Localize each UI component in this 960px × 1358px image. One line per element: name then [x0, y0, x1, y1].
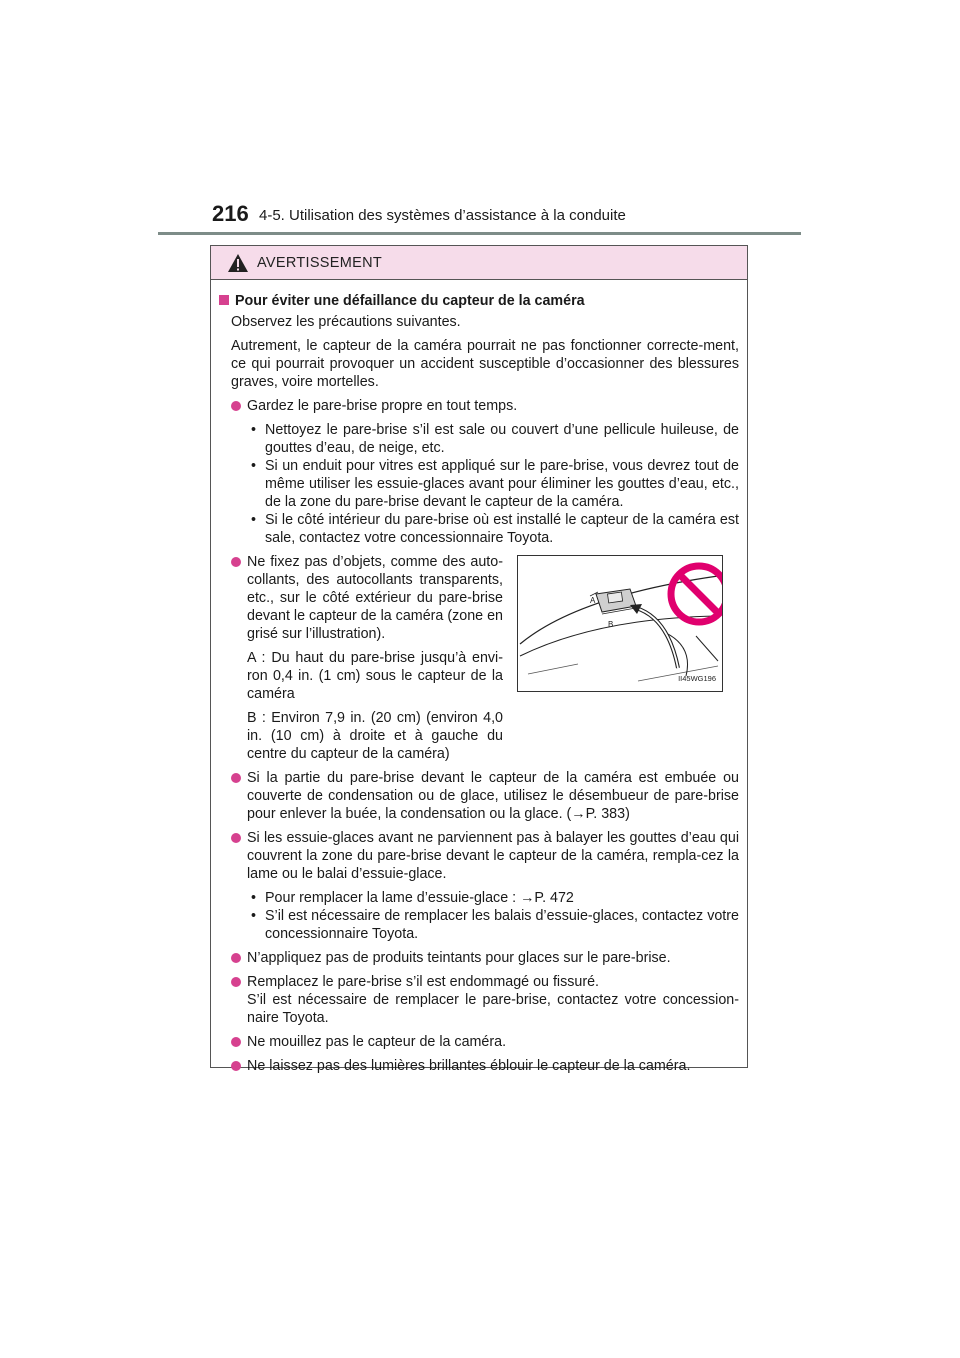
bullet-text: Remplacez le pare-brise s’il est endommagé ou fissuré.	[247, 974, 600, 990]
sub-item: • Si le côté intérieur du pare-brise où est installé le capteur de la caméra est sale, contactez votre concessionnaire Toyota.	[251, 512, 739, 546]
warning-heading	[219, 292, 739, 310]
sub-item: • Si un enduit pour vitres est appliqué sur le pare-brise, vous devrez tout de même utiliser les essuie-glaces avant pour éliminer les gouttes d’eau, etc., de la zone du pare-brise devant le capteur de la caméra.	[251, 458, 739, 510]
list-item	[231, 973, 739, 1027]
page-header	[0, 0, 960, 240]
list-item	[231, 1057, 739, 1075]
sub-item: • Nettoyez le pare-brise s’il est sale ou couvert d’une pellicule huileuse, de gouttes d’eau, de neige, etc.	[251, 422, 739, 456]
figure-row	[231, 553, 739, 763]
list-item	[231, 1033, 739, 1051]
bullet-dot-icon	[231, 1037, 241, 1047]
bullet-text: Ne fixez pas d’objets, comme des auto-collants, des autocollants transparents, etc., sur le côté extérieur du pare-brise devant le capteur de la caméra (zone en grisé sur l’illustration).	[247, 554, 503, 642]
list-item	[231, 829, 739, 943]
warning-label: AVERTISSEMENT	[257, 254, 383, 271]
figure-label-a: A	[590, 596, 596, 605]
bullet-text: Ne mouillez pas le capteur de la caméra.	[247, 1034, 507, 1050]
bullet-text-continued: S’il est nécessaire de remplacer le pare-brise, contactez votre concession-naire Toyota.	[247, 992, 739, 1026]
warning-body	[211, 280, 747, 1075]
list-item	[231, 769, 739, 823]
sub-item: • S’il est nécessaire de remplacer les balais d’essuie-glaces, contactez votre concessionnaire Toyota.	[251, 908, 739, 942]
sub-list	[251, 889, 739, 943]
sub-list	[251, 421, 739, 547]
bullet-text: N’appliquez pas de produits teintants pour glaces sur le pare-brise.	[247, 950, 671, 966]
bullet-dot-icon	[231, 833, 241, 843]
bullet-text: Si la partie du pare-brise devant le capteur de la caméra est embuée ou couverte de condensation ou de glace, utilisez le désembueur de pare-brise pour enlever la buée, la condensation ou la glace. (→P. 383)	[247, 770, 739, 822]
bullet-dot-icon	[231, 557, 241, 567]
sub-item: • Pour remplacer la lame d’essuie-glace : →P. 472	[251, 890, 574, 906]
bullet-text: Ne laissez pas des lumières brillantes éblouir le capteur de la caméra.	[247, 1058, 691, 1074]
warning-heading-text: Pour éviter une défaillance du capteur de la caméra	[235, 293, 585, 309]
note-a: A : Du haut du pare-brise jusqu’à envi-ron 0,4 in. (1 cm) sous le capteur de la caméra	[247, 650, 503, 702]
bullet-dot-icon	[231, 401, 241, 411]
page-number: 216	[212, 201, 249, 226]
warning-header	[211, 246, 747, 280]
list-item	[231, 397, 739, 547]
square-bullet-icon	[219, 295, 229, 305]
windshield-illustration	[517, 555, 723, 692]
bullet-text: Si les essuie-glaces avant ne parviennent pas à balayer les gouttes d’eau qui couvrent la zone du pare-brise devant le capteur de la caméra, rempla-cez la lame ou le balai d’essuie-glace.	[247, 830, 739, 882]
header-rule	[158, 232, 801, 235]
bullet-dot-icon	[231, 1061, 241, 1071]
consequence-text: Autrement, le capteur de la caméra pourrait ne pas fonctionner correcte-ment, ce qui pourrait provoquer un accident susceptible d’occasionner des blessures graves, voire mortelles.	[231, 338, 739, 390]
intro-text: Observez les précautions suivantes.	[231, 314, 461, 330]
figure-code: II45WG196	[678, 674, 716, 683]
warning-triangle-icon	[227, 253, 249, 273]
list-item	[231, 553, 503, 643]
bullet-dot-icon	[231, 977, 241, 987]
bullet-dot-icon	[231, 953, 241, 963]
bullet-dot-icon	[231, 773, 241, 783]
warning-box	[210, 245, 748, 1074]
bullet-text: Gardez le pare-brise propre en tout temps.	[247, 398, 518, 414]
note-b: B : Environ 7,9 in. (20 cm) (environ 4,0 in. (10 cm) à droite et à gauche du centre du capteur de la caméra)	[247, 710, 503, 762]
figure-label-b: B	[608, 620, 614, 629]
section-title: 4-5. Utilisation des systèmes d’assistance à la conduite	[259, 207, 626, 224]
list-item	[231, 949, 739, 967]
